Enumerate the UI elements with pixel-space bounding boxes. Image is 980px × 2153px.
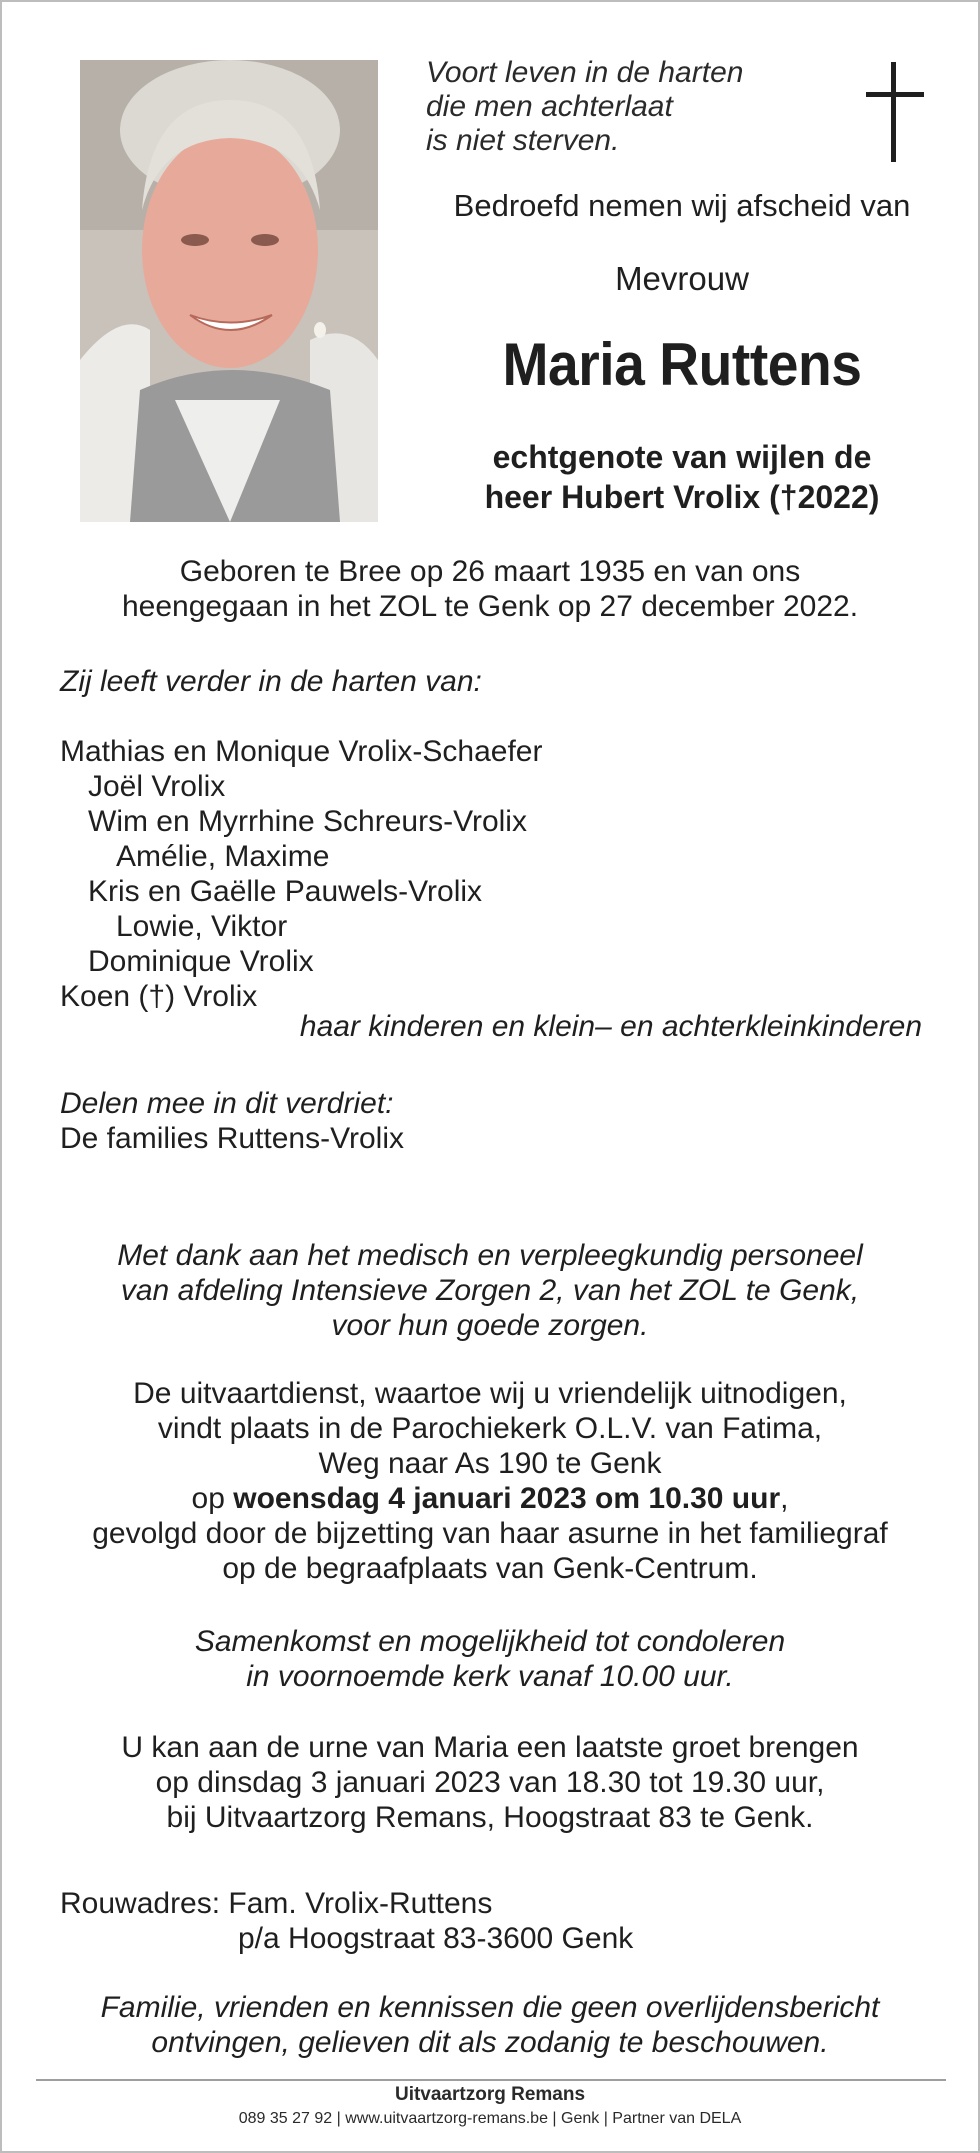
text-line: bij Uitvaartzorg Remans, Hoogstraat 83 te Genk.	[166, 1801, 814, 1834]
family-member: Koen (†) Vrolix	[60, 980, 258, 1013]
text-fragment: op	[191, 1482, 234, 1515]
address-line: p/a Hoogstraat 83-3600 Genk	[238, 1922, 634, 1955]
funeral-home-name: Uitvaartzorg Remans	[394, 2084, 586, 2105]
honorific: Mevrouw	[615, 260, 749, 297]
quote-line: is niet sterven.	[426, 124, 620, 157]
sharing-section	[60, 1086, 404, 1156]
sharing-heading: Delen mee in dit verdriet:	[60, 1087, 394, 1120]
text-line: vindt plaats in de Parochiekerk O.L.V. van Fatima,	[157, 1412, 823, 1445]
birth-death-info	[2, 554, 978, 624]
text-line: voor hun goede zorgen.	[331, 1309, 649, 1342]
text-line: U kan aan de urne van Maria een laatste groet brengen	[121, 1731, 859, 1764]
service-datetime: woensdag 4 januari 2023 om 10.30 uur	[233, 1482, 781, 1515]
family-member: Kris en Gaëlle Pauwels-Vrolix	[88, 875, 483, 908]
text-line: heengegaan in het ZOL te Genk op 27 december 2022.	[121, 590, 859, 623]
service-date-line	[2, 1481, 978, 1516]
sharing-text: De families Ruttens-Vrolix	[60, 1122, 404, 1155]
address-line: Rouwadres: Fam. Vrolix-Ruttens	[60, 1887, 493, 1920]
funeral-home-contact: 089 35 27 92 | www.uitvaartzorg-remans.be | Genk | Partner van DELA	[238, 2110, 742, 2127]
intro-text: Bedroefd nemen wij afscheid van	[453, 188, 911, 223]
mourning-address	[60, 1886, 633, 1956]
family-heading: Zij leeft verder in de harten van:	[60, 665, 482, 698]
family-member: Joël Vrolix	[88, 770, 226, 803]
text-line: Samenkomst en mogelijkheid tot condoleren	[194, 1625, 786, 1658]
quote-line: die men achterlaat	[426, 90, 673, 123]
text-line: Met dank aan het medisch en verpleegkundig personeel	[117, 1239, 863, 1272]
quote-line: Voort leven in de harten	[426, 56, 744, 89]
text-line: Weg naar As 190 te Genk	[318, 1447, 662, 1480]
text-line: in voornoemde kerk vanaf 10.00 uur.	[246, 1660, 734, 1693]
thanks-section	[2, 1238, 978, 1343]
text-line: ontvingen, gelieven dit als zodanig te beschouwen.	[151, 2026, 829, 2059]
text-fragment: ,	[780, 1482, 789, 1515]
family-member: Wim en Myrrhine Schreurs-Vrolix	[88, 805, 527, 838]
family-member: Lowie, Viktor	[116, 910, 288, 943]
service-info	[2, 1376, 978, 1586]
notice-text	[2, 1990, 978, 2060]
family-member: Mathias en Monique Vrolix-Schaefer	[60, 735, 543, 768]
memorial-quote	[426, 56, 743, 158]
text-line: op de begraafplaats van Genk-Centrum.	[222, 1552, 758, 1585]
family-member: Dominique Vrolix	[88, 945, 314, 978]
visit-info	[2, 1730, 978, 1835]
footer-divider	[36, 2079, 946, 2081]
family-member: Amélie, Maxime	[116, 840, 330, 873]
text-line: Geboren te Bree op 26 maart 1935 en van ons	[179, 555, 801, 588]
deceased-name: Maria Ruttens	[502, 331, 862, 398]
portrait-photo	[80, 60, 378, 522]
gathering-info	[2, 1624, 978, 1694]
text-line: gevolgd door de bijzetting van haar asurne in het familiegraf	[92, 1517, 888, 1550]
text-line: Familie, vrienden en kennissen die geen overlijdensbericht	[100, 1991, 880, 2024]
family-list	[60, 734, 542, 1014]
spouse-info	[412, 437, 952, 517]
text-line: De uitvaartdienst, waartoe wij u vriendelijk uitnodigen,	[133, 1377, 847, 1410]
spouse-line: echtgenote van wijlen de	[492, 439, 872, 475]
text-line: op dinsdag 3 januari 2023 van 18.30 tot 19.30 uur,	[155, 1766, 825, 1799]
family-caption: haar kinderen en klein– en achterkleinkinderen	[299, 1010, 922, 1043]
spouse-line: heer Hubert Vrolix (†2022)	[484, 479, 880, 515]
text-line: van afdeling Intensieve Zorgen 2, van het ZOL te Genk,	[120, 1274, 860, 1307]
cross-icon	[866, 62, 924, 162]
